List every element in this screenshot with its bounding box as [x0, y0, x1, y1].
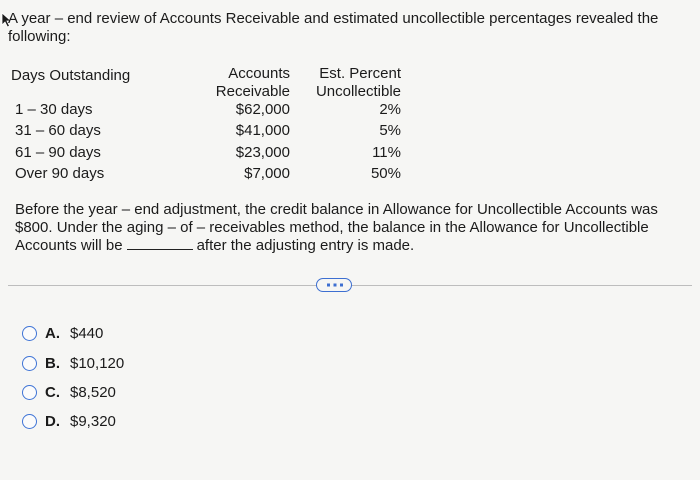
- row-pct: 2%: [379, 101, 401, 118]
- row-pct: 11%: [372, 144, 401, 161]
- option-b[interactable]: [22, 352, 124, 374]
- option-c[interactable]: [22, 381, 116, 403]
- table-row: [0, 163, 700, 184]
- header-est-percent: [305, 65, 401, 101]
- ellipsis-icon: [327, 283, 343, 287]
- header-accounts-receivable: [205, 65, 290, 101]
- option-a[interactable]: [22, 322, 103, 344]
- row-ar: $62,000: [235, 101, 290, 118]
- option-letter: D.: [45, 412, 60, 430]
- table-row: [0, 120, 700, 141]
- question-body: [15, 201, 675, 255]
- row-days: 31 – 60 days: [15, 122, 101, 139]
- show-more-button[interactable]: [316, 278, 352, 292]
- option-value: $440: [70, 324, 104, 342]
- option-value: $10,120: [70, 354, 125, 372]
- body-after-blank: after the adjusting entry is made.: [196, 237, 415, 254]
- body-before-blank: Before the year – end adjustment, the credit balance in Allowance for Uncollectible Accounts was $800. Under the aging – of – receivables method, the balance in the Allowance for Uncollectible Accounts will be: [15, 201, 658, 254]
- header-ar-line2: Receivable: [215, 83, 290, 100]
- header-days-outstanding: Days Outstanding: [11, 67, 131, 84]
- row-ar: $41,000: [235, 122, 290, 139]
- row-days: 1 – 30 days: [15, 101, 93, 118]
- option-letter: B.: [45, 354, 60, 372]
- table-row: [0, 142, 700, 163]
- radio-button[interactable]: [22, 414, 37, 429]
- row-pct: 50%: [370, 165, 401, 182]
- option-letter: A.: [45, 324, 60, 342]
- radio-button[interactable]: [22, 326, 37, 341]
- header-pct-line2: Uncollectible: [315, 83, 401, 100]
- table-row: [0, 99, 700, 120]
- option-letter: C.: [45, 383, 60, 401]
- option-d[interactable]: [22, 410, 116, 432]
- option-value: $8,520: [70, 383, 116, 401]
- header-ar-line1: Accounts: [228, 65, 290, 82]
- row-ar: $23,000: [235, 144, 290, 161]
- row-ar: $7,000: [244, 165, 290, 182]
- question-intro: A year – end review of Accounts Receivable and estimated uncollectible percentages revealed the following:: [8, 10, 659, 45]
- radio-button[interactable]: [22, 356, 37, 371]
- row-days: Over 90 days: [15, 165, 105, 182]
- answer-blank: [127, 237, 193, 250]
- radio-button[interactable]: [22, 385, 37, 400]
- row-pct: 5%: [379, 122, 401, 139]
- option-value: $9,320: [70, 412, 116, 430]
- row-days: 61 – 90 days: [15, 144, 101, 161]
- header-pct-line1: Est. Percent: [319, 65, 401, 82]
